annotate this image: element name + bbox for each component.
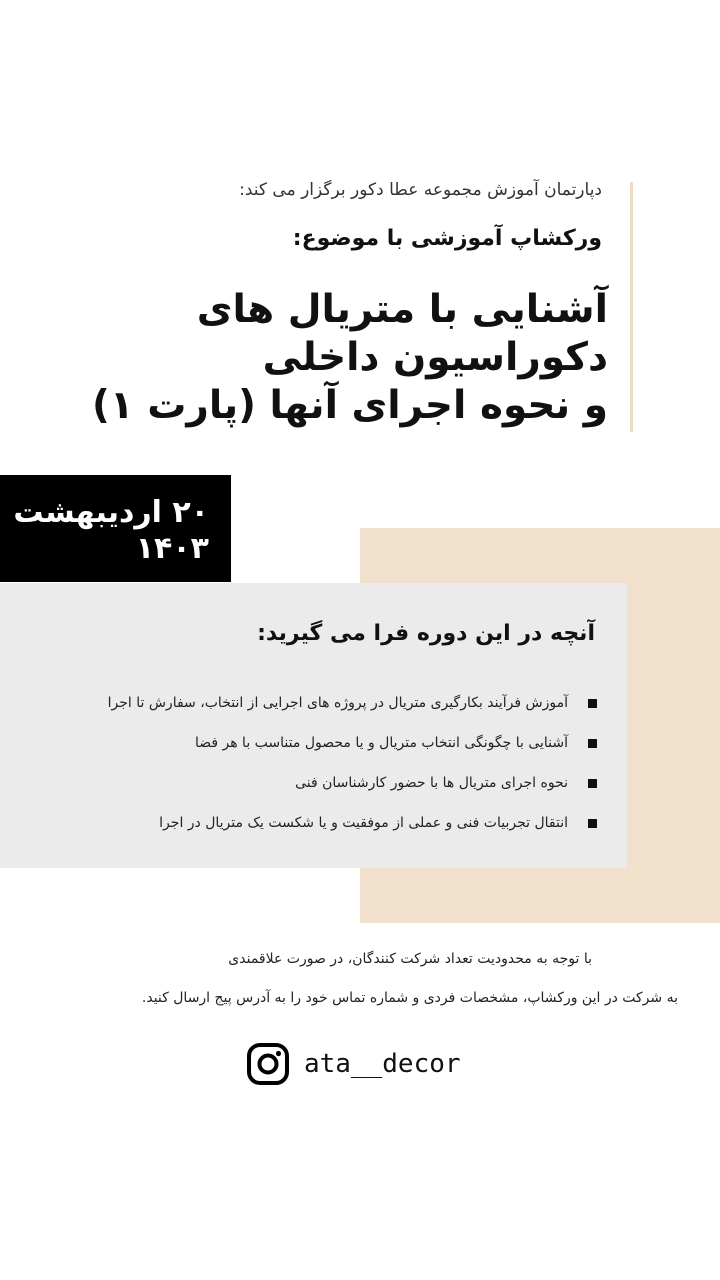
list-item bbox=[17, 683, 597, 723]
date-day-month: ۲۰ اردیبهشت bbox=[13, 495, 209, 530]
bullet-square-icon bbox=[588, 699, 597, 708]
list-item-text: نحوه اجرای متریال ها با حضور کارشناسان فنی bbox=[295, 775, 568, 791]
list-item bbox=[17, 723, 597, 763]
bullet-square-icon bbox=[588, 819, 597, 828]
bullet-square-icon bbox=[588, 739, 597, 748]
list-item bbox=[17, 763, 597, 803]
workshop-subtitle: ورکشاپ آموزشی با موضوع: bbox=[292, 226, 602, 251]
title-line: و نحوه اجرای آنها (پارت ۱) bbox=[91, 383, 608, 428]
instagram-icon bbox=[246, 1042, 290, 1086]
registration-note-line1: با توجه به محدودیت تعداد شرکت کنندگان، در صورت علاقمندی bbox=[228, 951, 592, 967]
list-item-text: آشنایی با چگونگی انتخاب متریال و یا محصول متناسب با هر فضا bbox=[194, 735, 568, 751]
workshop-title bbox=[48, 286, 608, 430]
list-item-text: انتقال تجربیات فنی و عملی از موفقیت و یا شکست یک متریال در اجرا bbox=[159, 815, 568, 831]
registration-note-line2: به شرکت در این ورکشاپ، مشخصات فردی و شماره تماس خود را به آدرس پیج ارسال کنید. bbox=[141, 990, 678, 1006]
learning-panel bbox=[0, 583, 627, 868]
learning-title: آنچه در این دوره فرا می گیرید: bbox=[257, 621, 595, 646]
accent-vertical-line bbox=[630, 182, 633, 432]
title-line: آشنایی با متریال های bbox=[196, 287, 608, 332]
instagram-link[interactable] bbox=[246, 1042, 461, 1086]
title-line: دکوراسیون داخلی bbox=[262, 335, 608, 380]
intro-text: دپارتمان آموزش مجموعه عطا دکور برگزار می کند: bbox=[239, 180, 602, 200]
bullet-square-icon bbox=[588, 779, 597, 788]
date-badge bbox=[0, 475, 231, 582]
instagram-handle[interactable]: ata__decor bbox=[304, 1049, 461, 1079]
list-item-text: آموزش فرآیند بکارگیری متریال در پروژه های اجرایی از انتخاب، سفارش تا اجرا bbox=[107, 695, 568, 711]
learning-list bbox=[17, 683, 597, 843]
list-item bbox=[17, 803, 597, 843]
date-year: ۱۴۰۳ bbox=[135, 531, 209, 566]
